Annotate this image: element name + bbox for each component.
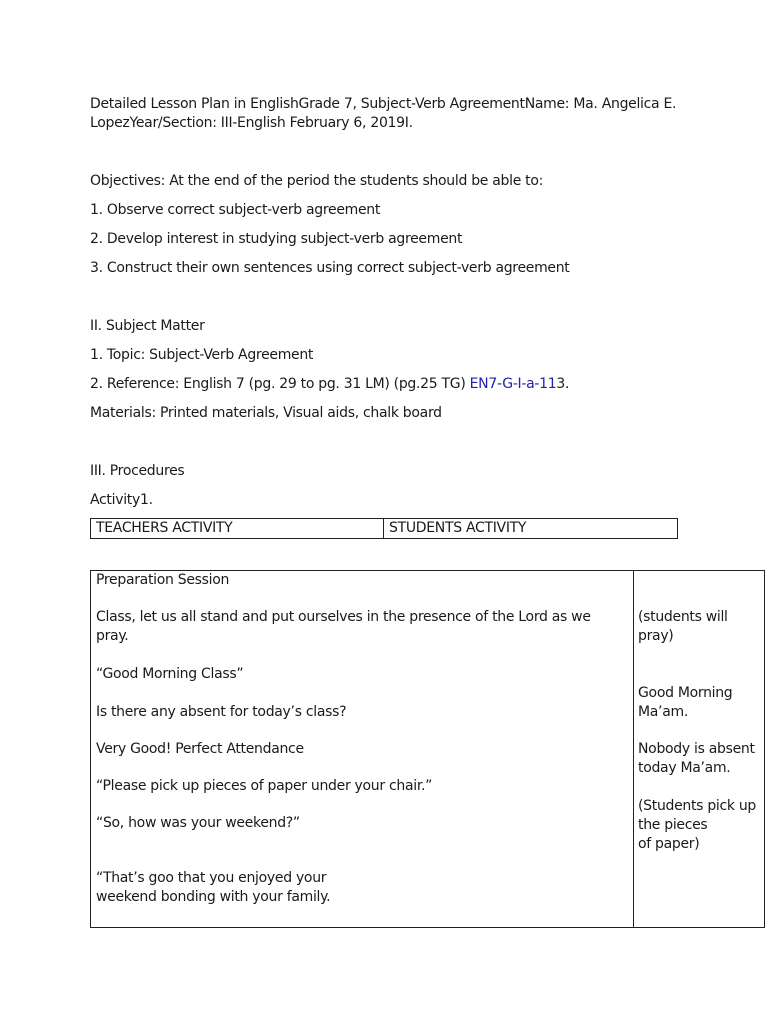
activity-header-table (90, 518, 678, 539)
student-line: Nobody is absent (638, 741, 755, 757)
teacher-column-header: TEACHERS ACTIVITY (96, 520, 233, 536)
preparation-session-title: Preparation Session (96, 572, 230, 588)
student-line: (students will (638, 609, 728, 625)
student-line: today Ma’am. (638, 760, 731, 776)
student-line: (Students pick up (638, 798, 757, 814)
student-line: of paper) (638, 836, 700, 852)
document-title-line-1: Detailed Lesson Plan in EnglishGrade 7, Subject-Verb AgreementName: Ma. Angelica E. (90, 96, 677, 112)
procedures-heading: III. Procedures (90, 463, 185, 479)
objectives-intro: Objectives: At the end of the period the students should be able to: (90, 173, 544, 189)
teacher-column-cell (91, 519, 384, 538)
objective-item-3: 3. Construct their own sentences using correct subject-verb agreement (90, 260, 570, 276)
reference-code-link[interactable]: EN7-G-I-a-11 (469, 376, 557, 392)
teacher-line: “So, how was your weekend?” (96, 815, 300, 831)
teacher-line: “That’s goo that you enjoyed your (96, 870, 327, 886)
teacher-line: pray. (96, 628, 129, 644)
teacher-line: Is there any absent for today’s class? (96, 704, 347, 720)
subject-matter-topic: 1. Topic: Subject-Verb Agreement (90, 347, 314, 363)
subject-matter-heading: II. Subject Matter (90, 318, 205, 334)
teacher-line: Class, let us all stand and put ourselves in the presence of the Lord as we (96, 609, 591, 625)
objective-item-2: 2. Develop interest in studying subject-verb agreement (90, 231, 463, 247)
reference-suffix: 3. (556, 376, 570, 392)
teacher-line: weekend bonding with your family. (96, 889, 331, 905)
subject-matter-materials: Materials: Printed materials, Visual aids, chalk board (90, 405, 442, 421)
reference-text: 2. Reference: English 7 (pg. 29 to pg. 31 LM) (pg.25 TG) (90, 376, 470, 392)
students-column-header: STUDENTS ACTIVITY (389, 520, 527, 536)
subject-matter-reference (90, 376, 569, 392)
student-line: pray) (638, 628, 674, 644)
activity-label: Activity1. (90, 492, 153, 508)
student-line: the pieces (638, 817, 708, 833)
student-line: Good Morning (638, 685, 733, 701)
objective-item-1: 1. Observe correct subject-verb agreement (90, 202, 381, 218)
teacher-line: Very Good! Perfect Attendance (96, 741, 304, 757)
document-title-line-2: LopezYear/Section: III-English February 6, 2019I. (90, 115, 413, 131)
student-line: Ma’am. (638, 704, 688, 720)
teacher-line: “Good Morning Class” (96, 666, 244, 682)
column-divider (633, 571, 634, 927)
preparation-session-table (90, 570, 765, 928)
teacher-line: “Please pick up pieces of paper under your chair.” (96, 778, 433, 794)
